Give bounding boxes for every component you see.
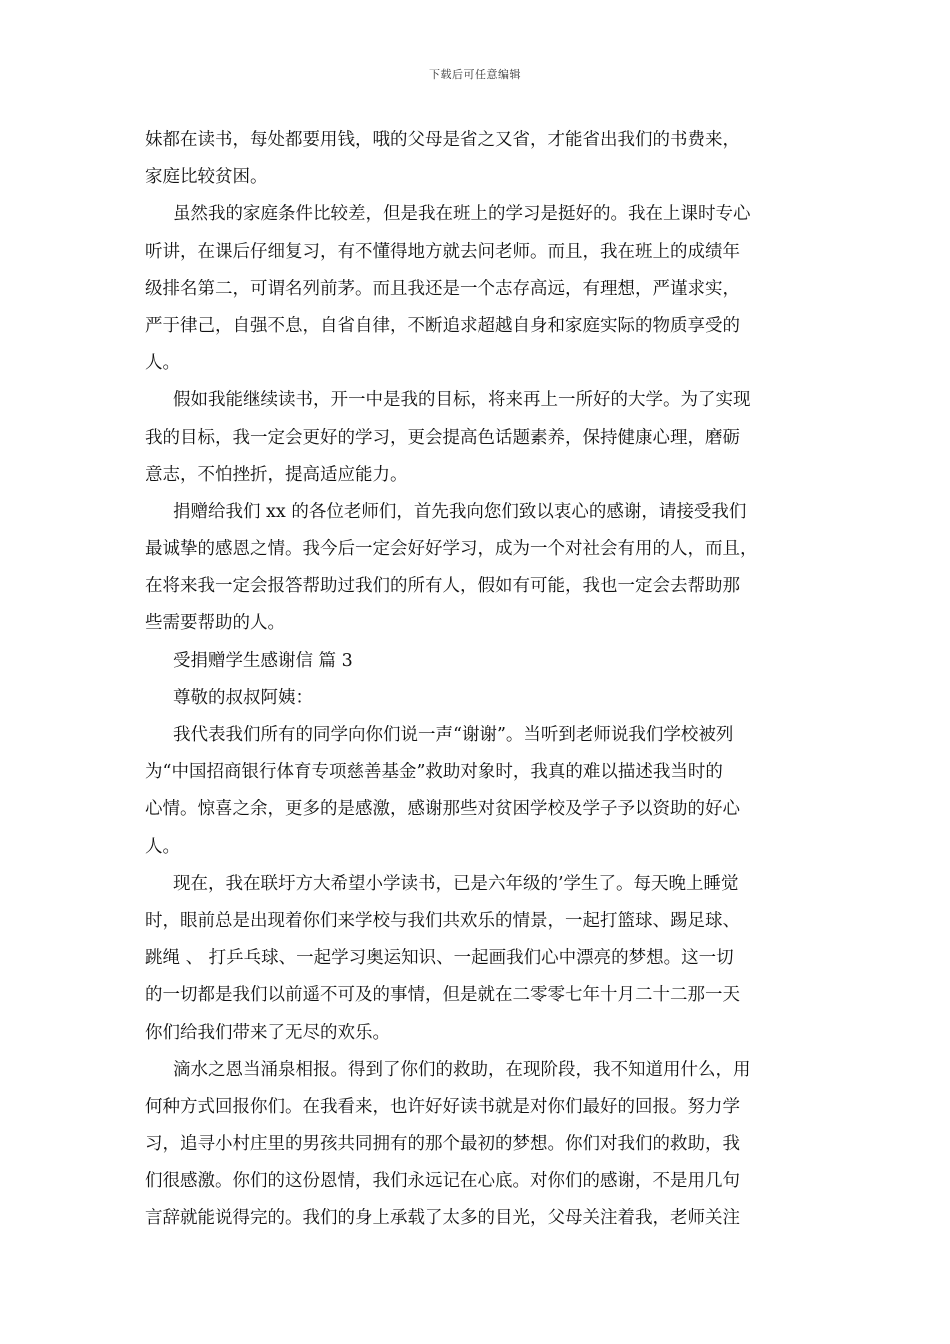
text-line: 妹都在读书，每处都要用钱，哦的父母是省之又省，才能省出我们的书费来， <box>145 130 740 150</box>
paragraph-first-line: 我代表我们所有的同学向你们说一声“谢谢”。当听到老师说我们学校被列 <box>173 725 734 745</box>
paragraph-first-line: 假如我能继续读书，开一中是我的目标，将来再上一所好的大学。为了实现 <box>173 390 751 411</box>
text-line: 级排名第二，可谓名列前茅。而且我还是一个志存高远，有理想，严谨求实， <box>145 278 740 299</box>
text-line: 人。 <box>145 353 180 374</box>
text-line: 我的目标，我一定会更好的学习，更会提高色话题素养，保持健康心理，磨砺 <box>145 427 740 448</box>
text-line: 言辞就能说得完的。我们的身上承载了太多的目光，父母关注着我，老师关注 <box>145 1208 740 1229</box>
document-body <box>145 122 817 1238</box>
text-line: 为“中国招商银行体育专项慈善基金”救助对象时，我真的难以描述我当时的 <box>145 762 723 783</box>
text-line: 你们给我们带来了无尽的欢乐。 <box>145 1022 390 1043</box>
text-line: 们很感激。你们的这份恩情，我们永远记在心底。对你们的感谢，不是用几句 <box>145 1171 740 1192</box>
text-line: 听讲，在课后仔细复习，有不懂得地方就去问老师。而且，我在班上的成绩年 <box>145 241 740 262</box>
text-line: 家庭比较贫困。 <box>145 167 268 188</box>
paragraph-first-line: 尊敬的叔叔阿姨： <box>173 687 313 708</box>
text-line: 跳绳 、 打乒乓球、一起学习奥运知识、一起画我们心中漂亮的梦想。这一切 <box>145 948 734 969</box>
page-header: 下载后可任意编辑 <box>429 68 521 81</box>
text-line: 时，眼前总是出现着你们来学校与我们共欢乐的情景，一起打篮球、踢足球、 <box>145 910 740 931</box>
text-line: 严于律己，自强不息，自省自律，不断追求超越自身和家庭实际的物质享受的 <box>145 315 740 336</box>
paragraph-first-line: 虽然我的家庭条件比较差，但是我在班上的学习是挺好的。我在上课时专心 <box>173 204 751 225</box>
text-line: 意志，不怕挫折，提高适应能力。 <box>145 464 408 485</box>
text-line: 在将来我一定会报答帮助过我们的所有人，假如有可能，我也一定会去帮助那 <box>145 576 740 597</box>
text-line: 些需要帮助的人。 <box>145 613 285 634</box>
text-line: 的一切都是我们以前遥不可及的事情，但是就在二零零七年十月二十二那一天 <box>145 985 740 1006</box>
text-line: 何种方式回报你们。在我看来，也许好好读书就是对你们最好的回报。努力学 <box>145 1096 740 1117</box>
text-line: 习，追寻小村庄里的男孩共同拥有的那个最初的梦想。你们对我们的救助，我 <box>145 1134 740 1155</box>
text-line: 心情。惊喜之余，更多的是感激，感谢那些对贫困学校及学子予以资助的好心 <box>145 799 740 820</box>
paragraph-first-line: 捐赠给我们 xx 的各位老师们，首先我向您们致以衷心的感谢，请接受我们 <box>173 501 747 522</box>
paragraph-first-line: 现在，我在联圩方大希望小学读书，已是六年级的’学生了。每天晚上睡觉 <box>173 873 739 894</box>
text-line: 人。 <box>145 836 180 857</box>
text-line: 最诚挚的感恩之情。我今后一定会好好学习，成为一个对社会有用的人，而且， <box>145 539 758 560</box>
paragraph-first-line: 受捐赠学生感谢信 篇 3 <box>173 650 353 671</box>
paragraph-first-line: 滴水之恩当涌泉相报。得到了你们的救助，在现阶段，我不知道用什么，用 <box>173 1059 751 1080</box>
